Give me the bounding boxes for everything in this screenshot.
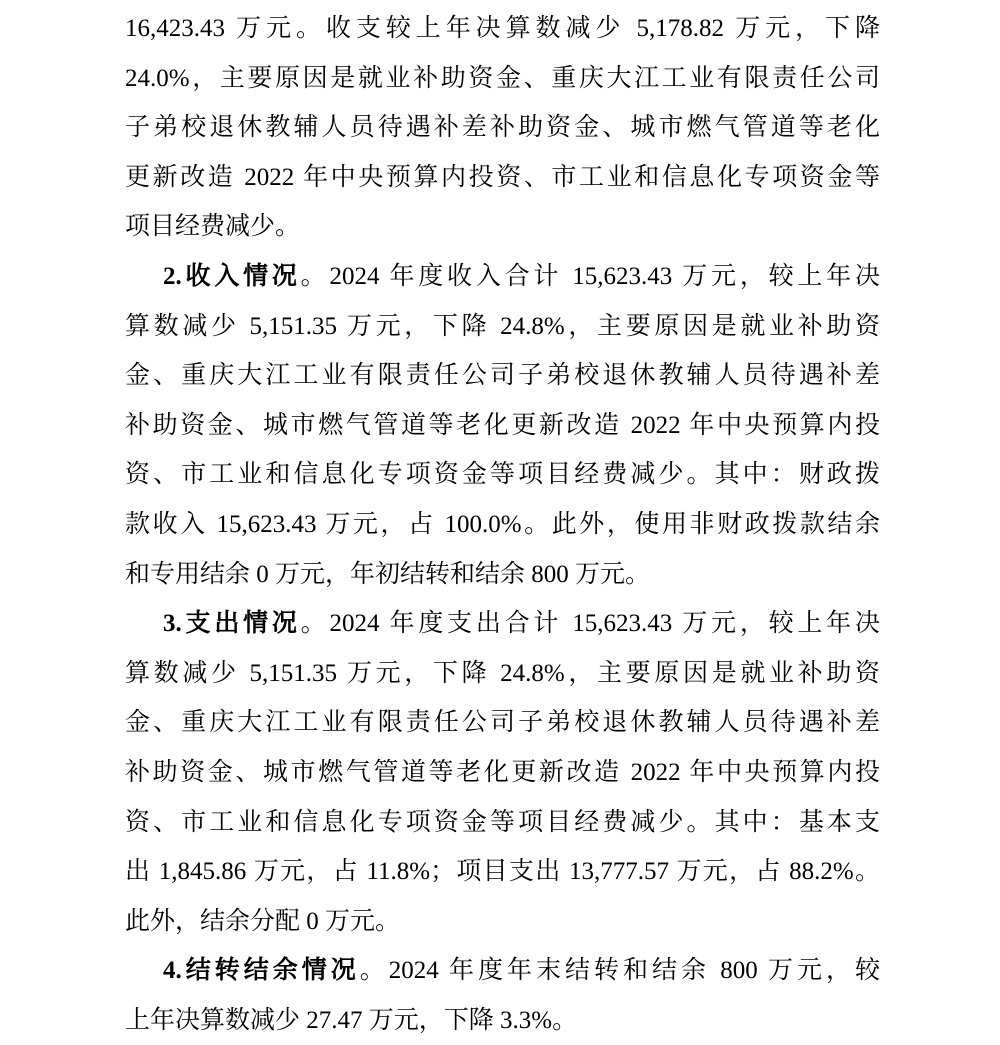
section-heading-income: 2.收入情况 bbox=[163, 262, 301, 290]
text-line: 金、重庆大江工业有限责任公司子弟校退休教辅人员待遇补差 bbox=[125, 362, 880, 390]
text-line: 子弟校退休教辅人员待遇补差补助资金、城市燃气管道等老化 bbox=[125, 114, 880, 142]
text-line: 出 1,845.86 万元，占 11.8%；项目支出 13,777.57 万元，占 88.2%。 bbox=[125, 858, 880, 886]
text-line: 金、重庆大江工业有限责任公司子弟校退休教辅人员待遇补差 bbox=[125, 709, 880, 737]
heading-tail-text: 。2024 年度收入合计 15,623.43 万元，较上年决 bbox=[300, 262, 880, 290]
text-line: 16,423.43 万元。收支较上年决算数减少 5,178.82 万元，下降 bbox=[125, 15, 880, 42]
text-line bbox=[125, 946, 880, 996]
text-line: 和专用结余 0 万元，年初结转和结余 800 万元。 bbox=[125, 560, 651, 588]
section-heading-carryover: 4.结转结余情况 bbox=[163, 957, 360, 985]
text-line: 更新改造 2022 年中央预算内投资、市工业和信息化专项资金等 bbox=[125, 163, 880, 191]
text-line: 补助资金、城市燃气管道等老化更新改造 2022 年中央预算内投 bbox=[125, 758, 880, 786]
text-line: 上年决算数减少 27.47 万元，下降 3.3%。 bbox=[125, 1006, 578, 1034]
text-line: 补助资金、城市燃气管道等老化更新改造 2022 年中央预算内投 bbox=[125, 411, 880, 439]
text-line: 算数减少 5,151.35 万元，下降 24.8%，主要原因是就业补助资 bbox=[125, 659, 880, 687]
text-line: 算数减少 5,151.35 万元，下降 24.8%，主要原因是就业补助资 bbox=[125, 312, 880, 340]
paragraph-overview-continuation bbox=[125, 4, 880, 252]
heading-tail-text: 。2024 年度支出合计 15,623.43 万元，较上年决 bbox=[300, 610, 880, 638]
paragraph-expenditure bbox=[125, 599, 880, 946]
text-line: 24.0%，主要原因是就业补助资金、重庆大江工业有限责任公司 bbox=[125, 64, 880, 92]
text-line: 此外，结余分配 0 万元。 bbox=[125, 907, 401, 935]
paragraph-income bbox=[125, 252, 880, 599]
paragraph-carryover bbox=[125, 946, 880, 1045]
text-line bbox=[125, 599, 880, 649]
document-page bbox=[125, 0, 880, 1045]
heading-tail-text: 。2024 年度年末结转和结余 800 万元，较 bbox=[359, 957, 880, 985]
text-line bbox=[125, 252, 880, 302]
text-line: 资、市工业和信息化专项资金等项目经费减少。其中：基本支 bbox=[125, 808, 880, 836]
text-line: 项目经费减少。 bbox=[125, 213, 301, 241]
text-line: 资、市工业和信息化专项资金等项目经费减少。其中：财政拨 bbox=[125, 461, 880, 489]
section-heading-expenditure: 3.支出情况 bbox=[163, 610, 301, 638]
text-line: 款收入 15,623.43 万元，占 100.0%。此外，使用非财政拨款结余 bbox=[125, 510, 880, 538]
